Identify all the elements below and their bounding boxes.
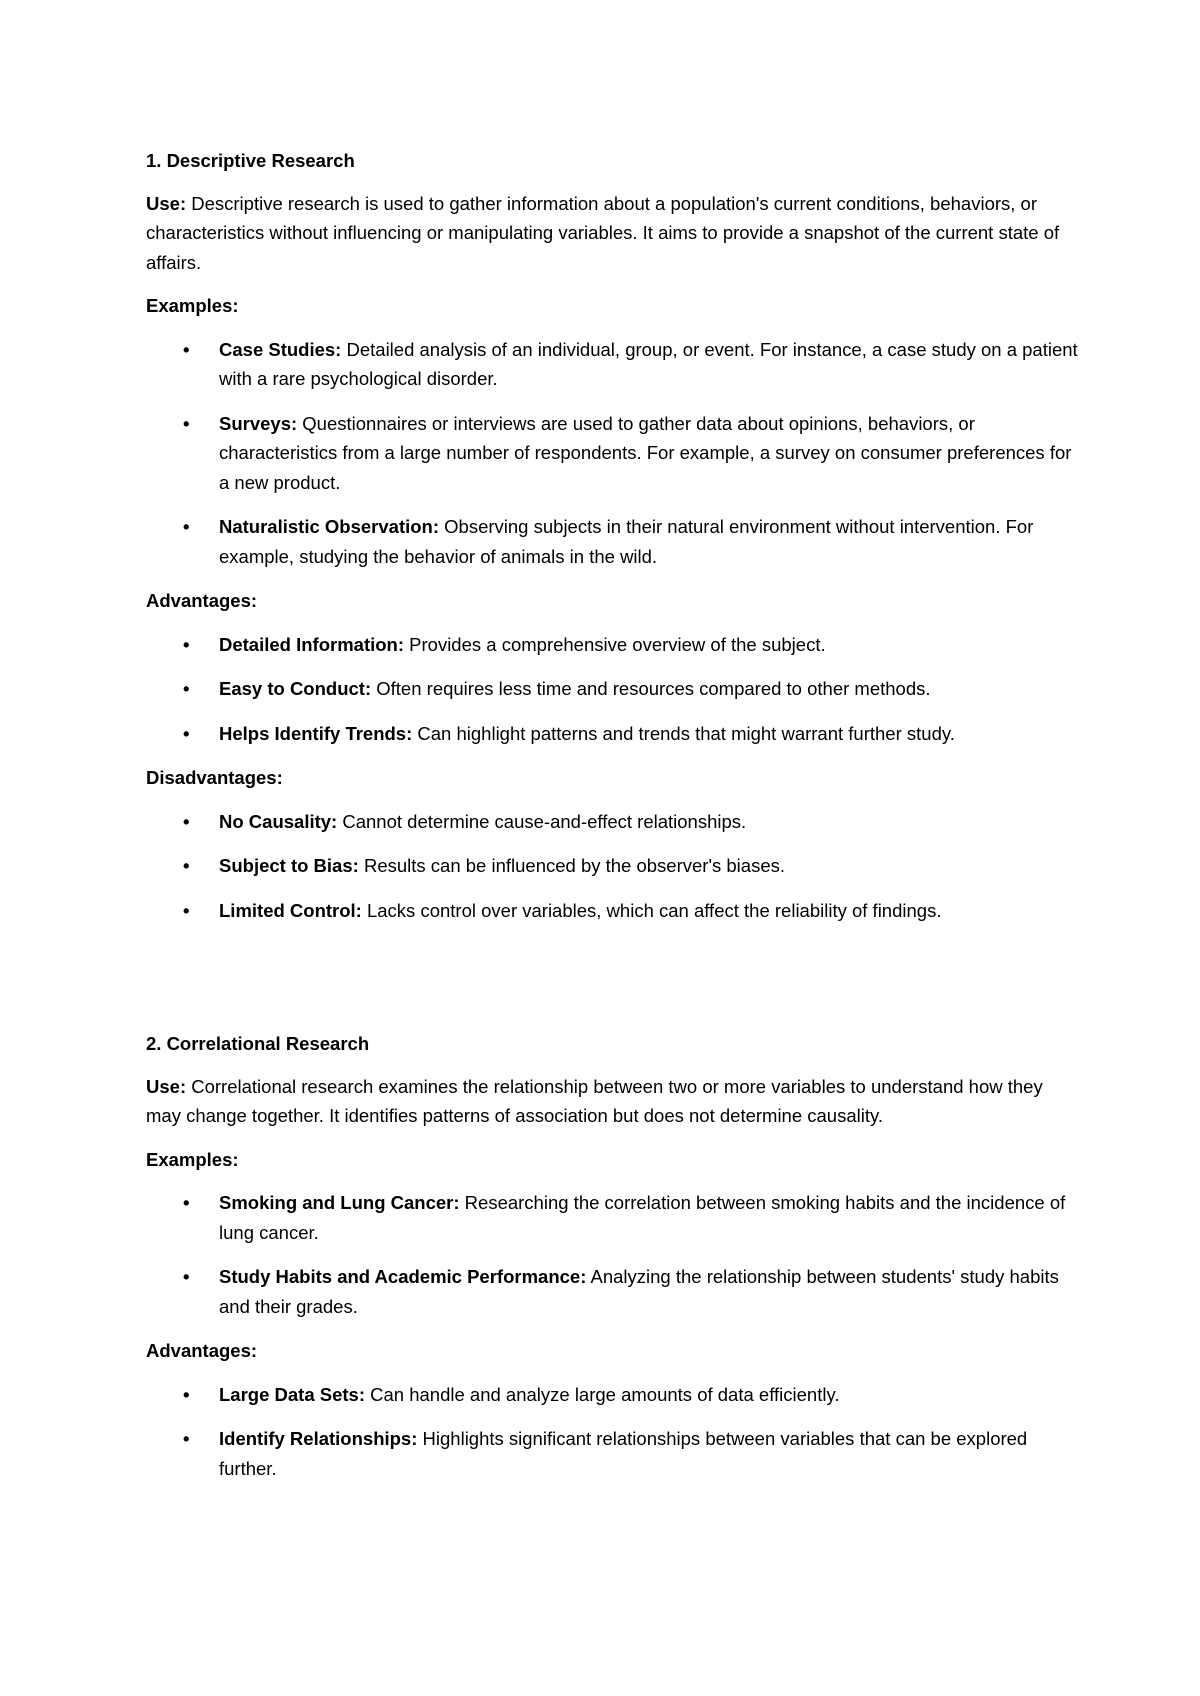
- use-paragraph: [146, 1072, 1080, 1131]
- bullet-icon: •: [183, 678, 190, 699]
- list-item: [146, 1424, 1080, 1483]
- use-label: Use:: [146, 1075, 187, 1097]
- item-term: Easy to Conduct:: [219, 678, 372, 699]
- list-item: [146, 630, 1080, 660]
- item-text: Lacks control over variables, which can affect the reliability of findings.: [361, 899, 942, 921]
- examples-list: [146, 1188, 1080, 1321]
- item-term: Identify Relationships:: [219, 1428, 418, 1449]
- item-term: Subject to Bias:: [219, 855, 359, 876]
- examples-label: Examples:: [146, 1148, 239, 1170]
- list-item: [146, 851, 1080, 881]
- item-text: Provides a comprehensive overview of the subject.: [404, 633, 826, 655]
- advantages-list: [146, 1380, 1080, 1484]
- list-item: [146, 1380, 1080, 1410]
- list-item: [146, 335, 1080, 394]
- list-item: [146, 896, 1080, 926]
- item-term: No Causality:: [219, 810, 338, 832]
- list-item: [146, 512, 1080, 571]
- item-term: Smoking and Lung Cancer:: [219, 1192, 460, 1213]
- item-text: Questionnaires or interviews are used to gather data about opinions, behaviors, or characteristics from a large number of respondents. For example, a survey on consumer preferences for a new product.: [219, 412, 1072, 493]
- item-term: Naturalistic Observation:: [219, 516, 440, 537]
- bullet-icon: •: [183, 899, 190, 921]
- bullet-icon: •: [183, 516, 190, 537]
- examples-label: Examples:: [146, 295, 239, 316]
- item-text: Observing subjects in their natural environment without intervention. For example, studying the behavior of animals in the wild.: [219, 516, 1034, 567]
- item-term: Helps Identify Trends:: [219, 722, 413, 744]
- bullet-icon: •: [183, 810, 190, 832]
- list-item: [146, 409, 1080, 498]
- bullet-icon: •: [183, 1428, 190, 1449]
- item-text: Can handle and analyze large amounts of data efficiently.: [365, 1383, 840, 1405]
- item-term: Detailed Information:: [219, 633, 405, 655]
- bullet-icon: •: [183, 855, 190, 876]
- bullet-icon: •: [183, 1383, 190, 1405]
- use-paragraph: [146, 189, 1080, 278]
- item-term: Large Data Sets:: [219, 1383, 365, 1405]
- bullet-icon: •: [183, 1192, 190, 1213]
- bullet-icon: •: [183, 412, 190, 434]
- list-item: [146, 1262, 1080, 1321]
- item-text: Researching the correlation between smoking habits and the incidence of lung cancer.: [219, 1192, 1066, 1243]
- item-text: Can highlight patterns and trends that might warrant further study.: [412, 722, 955, 744]
- item-text: Cannot determine cause-and-effect relationships.: [337, 810, 747, 832]
- section-heading: 1. Descriptive Research: [146, 150, 355, 171]
- item-term: Surveys:: [219, 412, 298, 434]
- list-item: [146, 674, 1080, 704]
- disadvantages-list: [146, 807, 1080, 926]
- section-correlational-research: [146, 1029, 1080, 1483]
- list-item: [146, 1188, 1080, 1247]
- bullet-icon: •: [183, 633, 190, 655]
- item-text: Analyzing the relationship between students' study habits and their grades.: [219, 1266, 1059, 1317]
- item-term: Study Habits and Academic Performance:: [219, 1266, 587, 1287]
- item-text: Results can be influenced by the observer's biases.: [358, 855, 785, 876]
- bullet-icon: •: [183, 338, 190, 360]
- list-item: [146, 719, 1080, 749]
- examples-list: [146, 335, 1080, 572]
- use-label: Use:: [146, 192, 187, 214]
- item-text: Often requires less time and resources compared to other methods.: [371, 678, 931, 699]
- item-term: Limited Control:: [219, 899, 362, 921]
- advantages-list: [146, 630, 1080, 749]
- bullet-icon: •: [183, 1266, 190, 1287]
- item-term: Case Studies:: [219, 338, 342, 360]
- section-descriptive-research: [146, 146, 1080, 925]
- use-text: Correlational research examines the relationship between two or more variables to understand how they may change together. It identifies patterns of association but does not determine causality.: [146, 1075, 1043, 1126]
- advantages-label: Advantages:: [146, 1340, 258, 1361]
- item-text: Detailed analysis of an individual, group, or event. For instance, a case study on a patient with a rare psychological disorder.: [219, 338, 1078, 389]
- advantages-label: Advantages:: [146, 590, 258, 611]
- disadvantages-label: Disadvantages:: [146, 767, 283, 788]
- bullet-icon: •: [183, 722, 190, 744]
- item-text: Highlights significant relationships between variables that can be explored further.: [219, 1428, 1028, 1479]
- section-heading: 2. Correlational Research: [146, 1033, 370, 1054]
- use-text: Descriptive research is used to gather information about a population's current conditions, behaviors, or characteristics without influencing or manipulating variables. It aims to provide a snapshot of the current state of affairs.: [146, 192, 1060, 273]
- list-item: [146, 807, 1080, 837]
